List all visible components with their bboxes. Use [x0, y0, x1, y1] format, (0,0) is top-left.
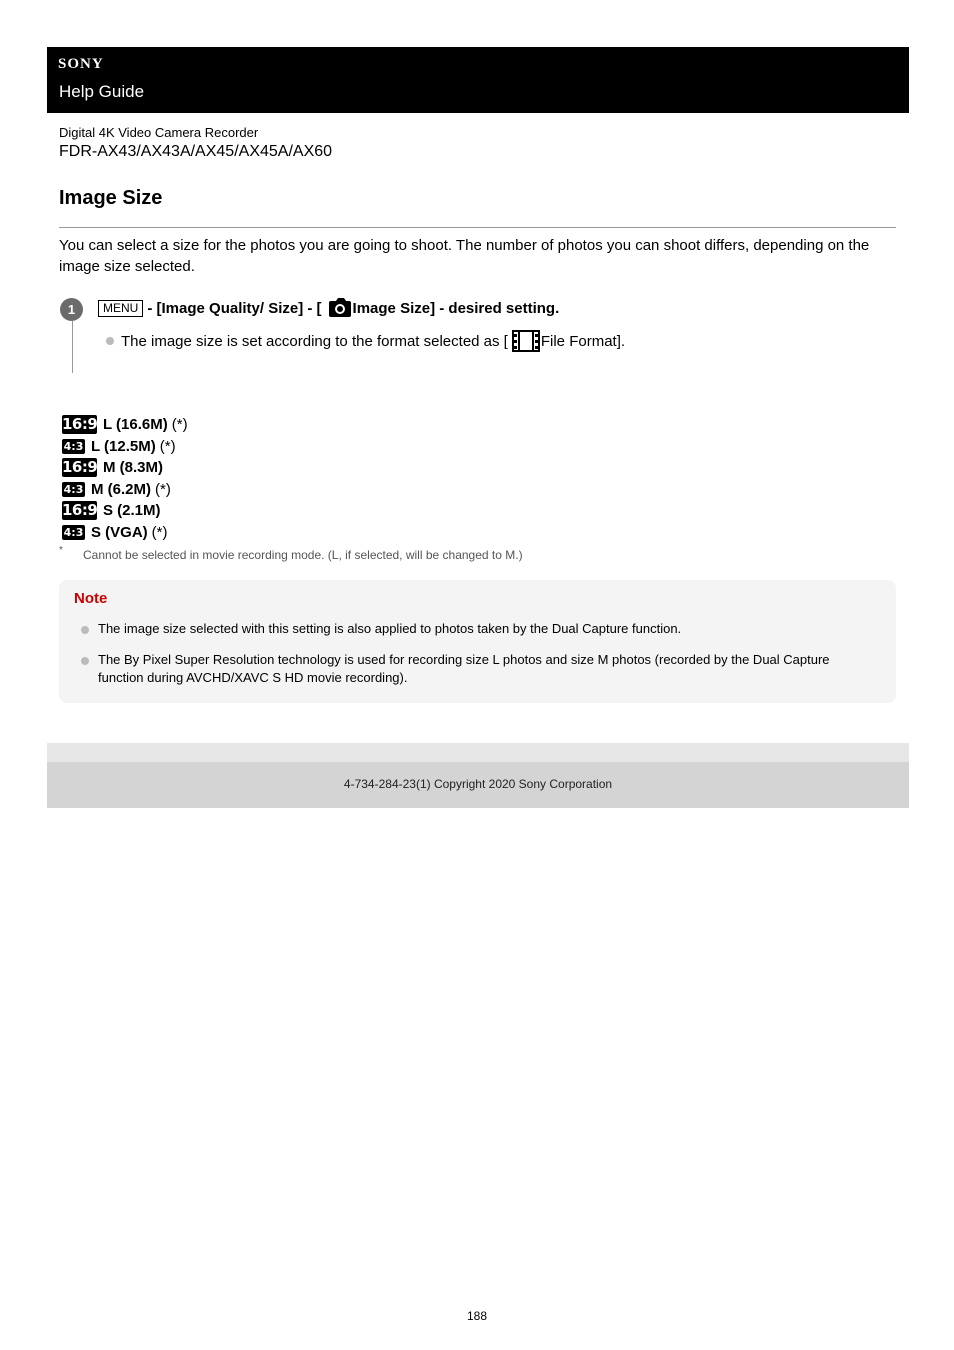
option-item [62, 436, 188, 458]
option-name: M (6.2M) [91, 480, 151, 498]
note-item-text: The By Pixel Super Resolution technology is used for recording size L photos and size M photos (recorded by the Dual Capture function during AVCHD/XAVC S HD movie recording). [98, 652, 830, 685]
aspect-4-3-icon: 4:3 [63, 525, 84, 539]
option-item [62, 457, 188, 479]
step-note [106, 330, 625, 352]
note-box [59, 580, 896, 703]
footnote-text: Cannot be selected in movie recording mode. (L, if selected, will be changed to M.) [83, 548, 523, 562]
note-title: Note [74, 590, 108, 607]
film-strip-icon [512, 330, 540, 352]
bullet-dot-icon [106, 337, 114, 345]
product-model: FDR-AX43/AX43A/AX45/AX45A/AX60 [59, 143, 333, 160]
step-note-part2: File Format]. [540, 333, 626, 350]
note-item [81, 620, 876, 638]
camera-icon [328, 298, 352, 318]
step-connector-line [72, 321, 73, 373]
option-name: S (2.1M) [103, 502, 161, 520]
option-item [62, 479, 188, 501]
aspect-4-3-icon: 4:3 [63, 482, 84, 496]
page-number: 188 [466, 1309, 488, 1323]
step-instruction [98, 298, 559, 319]
image-size-options [62, 414, 188, 543]
option-name: S (VGA) [91, 523, 148, 541]
option-item [62, 500, 188, 522]
aspect-4-3-icon: 4:3 [63, 439, 84, 453]
option-asterisk: (*) [151, 523, 168, 541]
option-item [62, 414, 188, 436]
product-category: Digital 4K Video Camera Recorder [59, 125, 259, 140]
option-name: L (16.6M) [103, 416, 168, 434]
step-note-part1: The image size is set according to the format selected as [ [121, 333, 508, 350]
copyright-text: 4-734-284-23(1) Copyright 2020 Sony Corporation [343, 777, 613, 791]
sony-logo: SONY [58, 56, 104, 72]
step-number: 1 [60, 298, 83, 321]
page-title: Image Size [59, 187, 163, 209]
option-name: L (12.5M) [91, 437, 156, 455]
footnote-mark: * [59, 545, 63, 556]
step-path-part2: Image Size] - desired setting. [352, 300, 560, 317]
aspect-16-9-icon: 16:9 [62, 501, 98, 520]
option-name: M (8.3M) [103, 459, 163, 477]
bullet-dot-icon [81, 626, 89, 634]
note-item [81, 651, 876, 687]
intro-paragraph: You can select a size for the photos you are going to shoot. The number of photos you can shoot differs, depending on the image size selected. [59, 237, 870, 275]
option-item [62, 522, 188, 544]
step-path-part1: - [Image Quality/ Size] - [ [147, 300, 322, 317]
aspect-16-9-icon: 16:9 [62, 458, 98, 477]
option-asterisk: (*) [155, 480, 171, 498]
aspect-16-9-icon: 16:9 [62, 415, 98, 434]
bullet-dot-icon [81, 657, 89, 665]
help-guide-label: Help Guide [59, 82, 145, 101]
footer-bar [47, 762, 909, 808]
title-divider [59, 227, 896, 228]
note-item-text: The image size selected with this setting is also applied to photos taken by the Dual Capture function. [98, 621, 682, 636]
option-asterisk: (*) [171, 416, 188, 434]
option-asterisk: (*) [159, 437, 176, 455]
header-bar [47, 47, 909, 113]
footer-top-bar [47, 743, 909, 762]
menu-key: MENU [98, 300, 143, 317]
